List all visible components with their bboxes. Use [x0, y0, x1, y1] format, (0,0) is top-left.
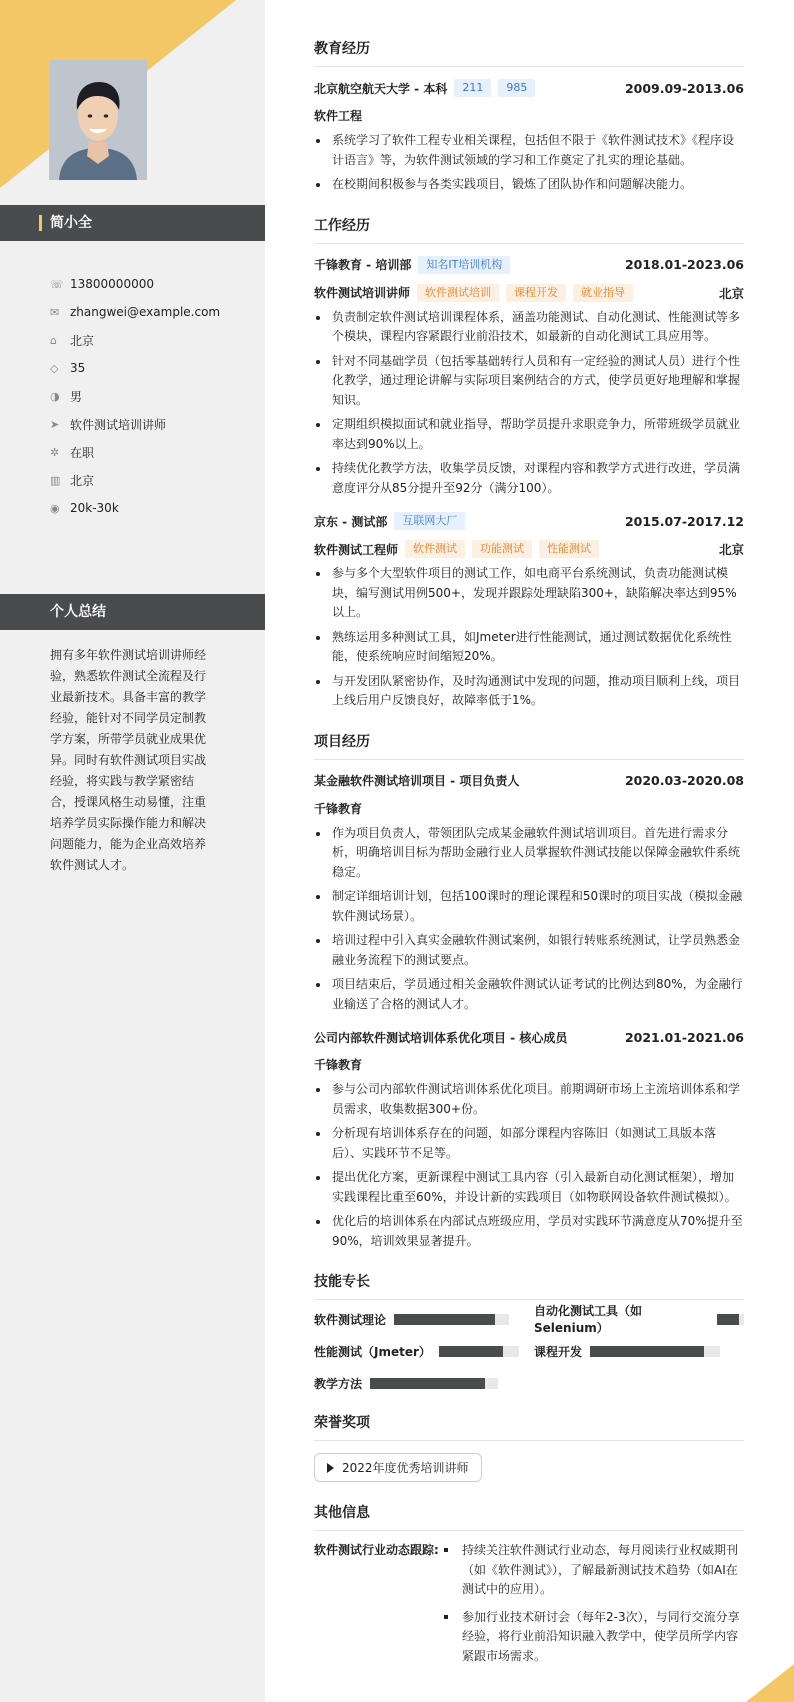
award-label: 2022年度优秀培训讲师	[342, 1461, 469, 1475]
skill-bar	[439, 1346, 519, 1357]
skill-name: 课程开发	[534, 1344, 583, 1359]
education-header	[314, 77, 744, 99]
list-item: 负责制定软件测试培训课程体系，涵盖功能测试、自动化测试、性能测试等多个模块，课程内容紧跟行业前沿技术，如最新的自动化测试工具应用等。	[314, 308, 744, 347]
tag: 性能测试	[539, 540, 599, 558]
section-title: 技能专长	[314, 1271, 744, 1300]
list-item: 熟练运用多种测试工具，如Jmeter进行性能测试，通过测试数据优化系统性能，使系统响应时间缩短20%。	[314, 628, 744, 667]
summary-title-bar	[0, 594, 265, 630]
project-name: 某金融软件测试培训项目 - 项目负责人	[314, 774, 520, 788]
list-item: 参加行业技术研讨会（每年2-3次），与同行交流分享经验，将行业前沿知识融入教学中，使学员所学内容紧跟市场需求。	[444, 1608, 744, 1667]
school-name: 北京航空航天大学 - 本科	[314, 81, 448, 96]
project-org: 千锋教育	[314, 1058, 363, 1072]
play-icon	[327, 1463, 334, 1473]
work-entry	[314, 510, 744, 711]
contact-text: 20k-30k	[70, 501, 119, 515]
company-name: 京东 - 测试部	[314, 514, 388, 529]
list-item: 作为项目负责人，带领团队完成某金融软件测试培训项目。首先进行需求分析，明确培训目标为帮助金融行业人员掌握软件测试技能以保障金融软件系统稳定。	[314, 824, 744, 883]
skill-fill	[590, 1346, 704, 1357]
work-header	[314, 254, 744, 276]
tag: 211	[454, 79, 491, 97]
project-header	[314, 770, 744, 792]
tag: 就业指导	[573, 284, 633, 302]
bullet-list	[314, 308, 744, 499]
other-section	[314, 1502, 744, 1674]
role-header	[314, 538, 744, 560]
project-org: 千锋教育	[314, 801, 363, 816]
skill-item	[314, 1374, 534, 1392]
contact-city	[50, 466, 260, 494]
skill-fill	[717, 1314, 738, 1325]
project-entry	[314, 1026, 744, 1251]
tag: 软件测试	[405, 540, 465, 558]
list-item: 针对不同基础学员（包括零基础转行人员和有一定经验的测试人员）进行个性化教学，通过理论讲解与实际项目案例结合的方式，使学员更好地理解和掌握知识。	[314, 352, 744, 411]
status-icon: ✲	[50, 445, 60, 459]
contact-text: 软件测试培训讲师	[70, 417, 167, 432]
skill-item	[534, 1342, 744, 1360]
age-icon: ◇	[50, 361, 59, 375]
bullet-list	[314, 564, 744, 711]
name-accent	[39, 215, 42, 231]
skill-bar	[590, 1346, 720, 1357]
work-header	[314, 510, 744, 532]
work-entry	[314, 254, 744, 499]
skill-fill	[370, 1378, 485, 1389]
projects-section	[314, 731, 744, 1252]
contact-phone	[50, 270, 260, 298]
skill-item	[314, 1342, 534, 1360]
tag: 知名IT培训机构	[418, 256, 510, 274]
list-item: 持续关注软件测试行业动态，每月阅读行业权威期刊（如《软件测试》），了解最新测试技术趋势（如AI在测试中的应用）。	[444, 1541, 744, 1600]
contact-text: 在职	[70, 445, 95, 460]
summary-title: 个人总结	[50, 604, 106, 620]
award-item[interactable]	[314, 1453, 482, 1482]
date: 2020.03-2020.08	[624, 773, 744, 788]
list-item: 项目结束后，学员通过相关金融软件测试认证考试的比例达到80%，为金融行业输送了合格的测试人才。	[314, 975, 744, 1014]
list-item: 提出优化方案，更新课程中测试工具内容（引入最新自动化测试框架），增加实践课程比重至60%，并设计新的实践项目（如物联网设备软件测试模拟）。	[314, 1168, 744, 1207]
list-item: 培训过程中引入真实金融软件测试案例，如银行转账系统测试，让学员熟悉金融业务流程下的测试要点。	[314, 931, 744, 970]
tag: 985	[498, 79, 535, 97]
project-name: 公司内部软件测试培训体系优化项目 - 核心成员	[314, 1030, 568, 1045]
role: 软件测试培训讲师	[314, 286, 411, 300]
major: 软件工程	[314, 109, 363, 123]
skill-fill	[394, 1314, 495, 1325]
main-content	[314, 38, 744, 1694]
list-item: 制定详细培训计划，包括100课时的理论课程和50课时的项目实战（模拟金融软件测试场景）。	[314, 887, 744, 926]
tag: 课程开发	[506, 284, 566, 302]
list-item: 定期组织模拟面试和就业指导，帮助学员提升求职竞争力，所带班级学员就业率达到90%以上。	[314, 415, 744, 454]
contact-status	[50, 438, 260, 466]
honors-section	[314, 1412, 744, 1482]
section-title: 教育经历	[314, 38, 744, 67]
section-title: 项目经历	[314, 731, 744, 760]
skill-name: 教学方法	[314, 1376, 363, 1391]
list-item: 持续优化教学方法，收集学员反馈，对课程内容和教学方式进行改进，学员满意度评分从85分提升至92分（满分100）。	[314, 459, 744, 498]
skill-bar	[394, 1314, 509, 1325]
send-icon: ➤	[50, 417, 60, 431]
other-row	[314, 1541, 744, 1674]
tag: 软件测试培训	[417, 284, 499, 302]
summary-text: 拥有多年软件测试培训讲师经验，熟悉软件测试全流程及行业最新技术。具备丰富的教学经验，能针对不同学员定制教学方案，所带学员就业成果优异。同时有软件测试项目实战经验，将实践与教学紧密结合，授课风格生动易懂，注重培养学员实际操作能力和解决问题能力，能为企业高效培养软件测试人才。	[50, 648, 207, 872]
role: 软件测试工程师	[314, 542, 399, 557]
contact-text: 北京	[70, 333, 95, 348]
date: 2009.09-2013.06	[624, 80, 744, 96]
city-icon: ▥	[50, 473, 61, 487]
phone-icon: ☏	[50, 277, 64, 291]
date: 2015.07-2017.12	[624, 513, 744, 529]
sidebar	[0, 0, 265, 1702]
name: 简小全	[50, 215, 92, 231]
list-item: 优化后的培训体系在内部试点班级应用，学员对实践环节满意度从70%提升至90%，培训效果显著提升。	[314, 1212, 744, 1251]
contact-gender	[50, 382, 260, 410]
contact-text: 北京	[70, 473, 95, 488]
section-title: 工作经历	[314, 215, 744, 244]
role-header	[314, 282, 744, 304]
skills-section	[314, 1271, 744, 1392]
bullet-list	[314, 824, 744, 1015]
list-item: 在校期间积极参与各类实践项目，锻炼了团队协作和问题解决能力。	[314, 175, 744, 195]
contact-salary	[50, 494, 260, 522]
list-item: 与开发团队紧密协作，及时沟通测试中发现的问题，推动项目顺利上线，项目上线后用户反馈良好，故障率低于1%。	[314, 672, 744, 711]
tag: 互联网大厂	[394, 512, 465, 530]
contact-age	[50, 354, 260, 382]
mail-icon: ✉	[50, 305, 60, 319]
contact-home	[50, 326, 260, 354]
work-section	[314, 215, 744, 711]
contact-text: 13800000000	[70, 277, 154, 291]
skill-name: 自动化测试工具（如Selenium）	[534, 1304, 643, 1335]
tag: 功能测试	[472, 540, 532, 558]
company-name: 千锋教育 - 培训部	[314, 258, 412, 272]
bullet-list	[314, 1080, 744, 1251]
city: 北京	[718, 542, 744, 557]
bullet-list	[314, 131, 744, 195]
decorative-corner	[746, 1664, 794, 1702]
contact-list	[50, 270, 260, 522]
skill-bar	[717, 1314, 744, 1325]
list-item: 系统学习了软件工程专业相关课程，包括但不限于《软件测试技术》《程序设计语言》等，为软件测试领域的学习和工作奠定了扎实的理论基础。	[314, 131, 744, 170]
skill-name: 性能测试（Jmeter）	[314, 1344, 431, 1359]
skill-grid	[314, 1304, 744, 1392]
city: 北京	[718, 285, 744, 301]
bullet-list	[444, 1541, 744, 1674]
avatar-portrait	[49, 60, 147, 180]
skill-bar	[370, 1378, 498, 1389]
contact-position	[50, 410, 260, 438]
skill-name: 软件测试理论	[314, 1312, 387, 1327]
list-item: 参与多个大型软件项目的测试工作，如电商平台系统测试，负责功能测试模块，编写测试用例500+，发现并跟踪处理缺陷300+，缺陷解决率达到95%以上。	[314, 564, 744, 623]
date: 2021.01-2021.06	[624, 1029, 744, 1045]
education-section	[314, 38, 744, 195]
home-icon: ⌂	[50, 333, 57, 347]
gender-icon: ◑	[50, 389, 60, 403]
skill-item	[314, 1310, 534, 1328]
contact-email	[50, 298, 260, 326]
section-title: 荣誉奖项	[314, 1412, 744, 1441]
contact-text: 男	[70, 389, 83, 404]
name-bar	[0, 205, 265, 241]
avatar	[49, 60, 147, 180]
section-title: 其他信息	[314, 1502, 744, 1531]
skill-fill	[439, 1346, 503, 1357]
list-item: 参与公司内部软件测试培训体系优化项目。前期调研市场上主流培训体系和学员需求，收集数据300+份。	[314, 1080, 744, 1119]
salary-icon: ◉	[50, 501, 60, 515]
project-header	[314, 1026, 744, 1048]
contact-text: 35	[70, 361, 86, 375]
list-item: 分析现有培训体系存在的问题，如部分课程内容陈旧（如测试工具版本落后）、实践环节不足等。	[314, 1124, 744, 1163]
project-entry	[314, 770, 744, 1015]
date: 2018.01-2023.06	[624, 257, 744, 272]
contact-text: zhangwei@example.com	[70, 305, 221, 319]
other-label: 软件测试行业动态跟踪:	[314, 1543, 439, 1557]
skill-item	[534, 1304, 744, 1335]
